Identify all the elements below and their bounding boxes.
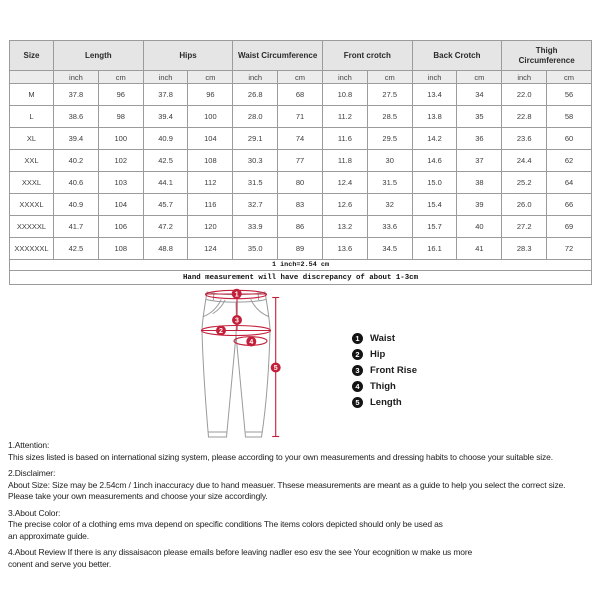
value-cell: 29.1 — [233, 128, 278, 150]
value-cell: 80 — [278, 172, 323, 194]
value-cell: 98 — [98, 106, 143, 128]
value-cell: 37.8 — [54, 84, 99, 106]
value-cell: 40.6 — [54, 172, 99, 194]
table-body — [10, 84, 592, 260]
header-row-units — [10, 71, 592, 84]
value-cell: 28.0 — [233, 106, 278, 128]
legend-number-badge: 4 — [352, 381, 363, 392]
value-cell: 104 — [188, 128, 233, 150]
value-cell: 12.6 — [322, 194, 367, 216]
value-cell: 39.4 — [54, 128, 99, 150]
legend-label: Hip — [370, 348, 386, 360]
value-cell: 74 — [278, 128, 323, 150]
value-cell: 37.8 — [143, 84, 188, 106]
notes-section — [8, 468, 600, 503]
value-cell: 124 — [188, 238, 233, 260]
value-cell: 39 — [457, 194, 502, 216]
value-cell: 96 — [188, 84, 233, 106]
value-cell: 41 — [457, 238, 502, 260]
size-cell: XXXXL — [10, 194, 54, 216]
pants-outline — [202, 292, 270, 437]
value-cell: 83 — [278, 194, 323, 216]
value-cell: 108 — [98, 238, 143, 260]
value-cell: 15.0 — [412, 172, 457, 194]
table-row — [10, 128, 592, 150]
value-cell: 120 — [188, 216, 233, 238]
notes — [8, 440, 600, 575]
value-cell: 25.2 — [502, 172, 547, 194]
value-cell: 33.9 — [233, 216, 278, 238]
value-cell: 10.8 — [322, 84, 367, 106]
value-cell: 106 — [98, 216, 143, 238]
column-header — [412, 41, 502, 71]
value-cell: 13.6 — [322, 238, 367, 260]
value-cell: 68 — [278, 84, 323, 106]
value-cell: 69 — [547, 216, 592, 238]
badge-thigh-num: 4 — [249, 339, 254, 346]
value-cell: 22.0 — [502, 84, 547, 106]
table-row — [10, 106, 592, 128]
column-header-text: Hips — [179, 50, 197, 60]
value-cell: 34 — [457, 84, 502, 106]
note-line: Please take your own measurements and choose your size accordingly. — [8, 491, 268, 501]
value-cell: 35.0 — [233, 238, 278, 260]
value-cell: 30.3 — [233, 150, 278, 172]
value-cell: 26.0 — [502, 194, 547, 216]
value-cell: 100 — [188, 106, 233, 128]
badge-length-num: 5 — [273, 365, 278, 372]
footnote-row — [10, 271, 592, 285]
value-cell: 32 — [367, 194, 412, 216]
header-row-groups — [10, 41, 592, 71]
table-row — [10, 172, 592, 194]
unit-header: cm — [457, 71, 502, 84]
value-cell: 23.6 — [502, 128, 547, 150]
value-cell: 27.2 — [502, 216, 547, 238]
table-row — [10, 84, 592, 106]
column-header-text: Front crotch — [343, 50, 391, 60]
value-cell: 42.5 — [143, 150, 188, 172]
value-cell: 47.2 — [143, 216, 188, 238]
value-cell: 30 — [367, 150, 412, 172]
value-cell: 35 — [457, 106, 502, 128]
note-line: About Size: Size may be 2.54cm / 1inch inaccuracy due to hand measuer. Thsese measurements are meant as a guide to help you select the correct size. — [8, 479, 566, 490]
value-cell: 22.8 — [502, 106, 547, 128]
value-cell: 62 — [547, 150, 592, 172]
badge-waist-num: 1 — [234, 291, 239, 299]
unit-header: inch — [233, 71, 278, 84]
value-cell: 102 — [98, 150, 143, 172]
legend-number-badge: 3 — [352, 365, 363, 376]
value-cell: 56 — [547, 84, 592, 106]
legend-item — [352, 378, 417, 394]
value-cell: 13.8 — [412, 106, 457, 128]
value-cell: 11.8 — [322, 150, 367, 172]
size-chart-table — [9, 40, 592, 285]
value-cell: 11.6 — [322, 128, 367, 150]
value-cell: 37 — [457, 150, 502, 172]
table-row — [10, 216, 592, 238]
value-cell: 116 — [188, 194, 233, 216]
value-cell: 38 — [457, 172, 502, 194]
legend-number-badge: 5 — [352, 397, 363, 408]
unit-header: inch — [143, 71, 188, 84]
legend-label: Front Rise — [370, 364, 417, 376]
column-header-text: Thigh Circumference — [518, 46, 575, 65]
table-row — [10, 194, 592, 216]
value-cell: 39.4 — [143, 106, 188, 128]
value-cell: 72 — [547, 238, 592, 260]
unit-header: cm — [367, 71, 412, 84]
column-header — [143, 41, 233, 71]
legend-number-badge: 1 — [352, 333, 363, 344]
size-cell: XXXXXXL — [10, 238, 54, 260]
note-line: This sizes listed is based on international sizing system, please according to your own measurements and dressing habits to choose your suitable size. — [8, 451, 553, 462]
note-line: an approximate guide. — [8, 530, 89, 541]
column-header-text: Length — [84, 50, 112, 60]
column-header — [502, 41, 592, 71]
value-cell: 108 — [188, 150, 233, 172]
unit-header: cm — [188, 71, 233, 84]
value-cell: 11.2 — [322, 106, 367, 128]
value-cell: 15.4 — [412, 194, 457, 216]
column-header — [322, 41, 412, 71]
legend-item — [352, 394, 417, 410]
value-cell: 48.8 — [143, 238, 188, 260]
value-cell: 71 — [278, 106, 323, 128]
legend-item — [352, 362, 417, 378]
unit-header: inch — [322, 71, 367, 84]
badge-hip-num: 2 — [219, 328, 223, 335]
value-cell: 24.4 — [502, 150, 547, 172]
footnote-row — [10, 260, 592, 271]
value-cell: 16.1 — [412, 238, 457, 260]
value-cell: 41.7 — [54, 216, 99, 238]
unit-header: cm — [547, 71, 592, 84]
value-cell: 36 — [457, 128, 502, 150]
value-cell: 29.5 — [367, 128, 412, 150]
unit-header: inch — [502, 71, 547, 84]
value-cell: 77 — [278, 150, 323, 172]
footnote-inch-conversion: 1 inch=2.54 cm — [10, 260, 592, 271]
value-cell: 40 — [457, 216, 502, 238]
value-cell: 86 — [278, 216, 323, 238]
value-cell: 44.1 — [143, 172, 188, 194]
note-line: 4.About Review If there is any dissaisacon please emails before leaving nadler eso esv the see Your ecognition w make us more — [8, 547, 473, 557]
table-footnotes — [10, 260, 592, 285]
note-title: 1.Attention: — [8, 440, 50, 450]
diagram-legend — [352, 330, 417, 410]
column-header — [10, 41, 54, 71]
size-cell: XXL — [10, 150, 54, 172]
legend-label: Thigh — [370, 380, 396, 392]
notes-section — [8, 508, 600, 543]
column-header-text: Size — [23, 50, 40, 60]
size-cell: L — [10, 106, 54, 128]
value-cell: 58 — [547, 106, 592, 128]
note-line: The precise color of a clothing ems mva depend on specific conditions The items colors depicted should only be used as — [8, 519, 443, 529]
value-cell: 13.2 — [322, 216, 367, 238]
value-cell: 26.8 — [233, 84, 278, 106]
table-row — [10, 150, 592, 172]
unit-header: inch — [54, 71, 99, 84]
value-cell: 31.5 — [233, 172, 278, 194]
value-cell: 31.5 — [367, 172, 412, 194]
value-cell: 96 — [98, 84, 143, 106]
value-cell: 40.2 — [54, 150, 99, 172]
badge-front-rise-num: 3 — [235, 317, 239, 325]
legend-label: Waist — [370, 332, 395, 344]
unit-header: cm — [278, 71, 323, 84]
value-cell: 45.7 — [143, 194, 188, 216]
legend-label: Length — [370, 396, 402, 408]
value-cell: 104 — [98, 194, 143, 216]
value-cell: 28.3 — [502, 238, 547, 260]
unit-header: cm — [98, 71, 143, 84]
value-cell: 112 — [188, 172, 233, 194]
note-title: 3.About Color: — [8, 507, 61, 518]
column-header-text: Waist Circumference — [237, 50, 318, 60]
value-cell: 66 — [547, 194, 592, 216]
footnote-measurement-note: Hand measurement will have discrepancy of about 1-3cm — [10, 271, 592, 285]
size-cell: M — [10, 84, 54, 106]
note-line: conent and serve you better. — [8, 558, 112, 569]
value-cell: 34.5 — [367, 238, 412, 260]
value-cell: 13.4 — [412, 84, 457, 106]
note-title: 2.Disclaimer: — [8, 468, 56, 478]
value-cell: 40.9 — [143, 128, 188, 150]
value-cell: 60 — [547, 128, 592, 150]
value-cell: 38.6 — [54, 106, 99, 128]
value-cell: 33.6 — [367, 216, 412, 238]
value-cell: 32.7 — [233, 194, 278, 216]
value-cell: 15.7 — [412, 216, 457, 238]
legend-number-badge: 2 — [352, 349, 363, 360]
size-cell: XL — [10, 128, 54, 150]
value-cell: 103 — [98, 172, 143, 194]
value-cell: 42.5 — [54, 238, 99, 260]
value-cell: 64 — [547, 172, 592, 194]
unit-header-empty — [10, 71, 54, 84]
column-header-text: Back Crotch — [433, 50, 481, 60]
column-header — [233, 41, 323, 71]
notes-section — [8, 440, 600, 463]
value-cell: 40.9 — [54, 194, 99, 216]
value-cell: 27.5 — [367, 84, 412, 106]
legend-item — [352, 346, 417, 362]
value-cell: 100 — [98, 128, 143, 150]
table-row — [10, 238, 592, 260]
legend-item — [352, 330, 417, 346]
value-cell: 12.4 — [322, 172, 367, 194]
notes-section — [8, 547, 600, 570]
value-cell: 89 — [278, 238, 323, 260]
pants-diagram — [180, 283, 300, 465]
column-header — [54, 41, 144, 71]
size-cell: XXXXXL — [10, 216, 54, 238]
value-cell: 28.5 — [367, 106, 412, 128]
size-cell: XXXL — [10, 172, 54, 194]
value-cell: 14.6 — [412, 150, 457, 172]
unit-header: inch — [412, 71, 457, 84]
value-cell: 14.2 — [412, 128, 457, 150]
